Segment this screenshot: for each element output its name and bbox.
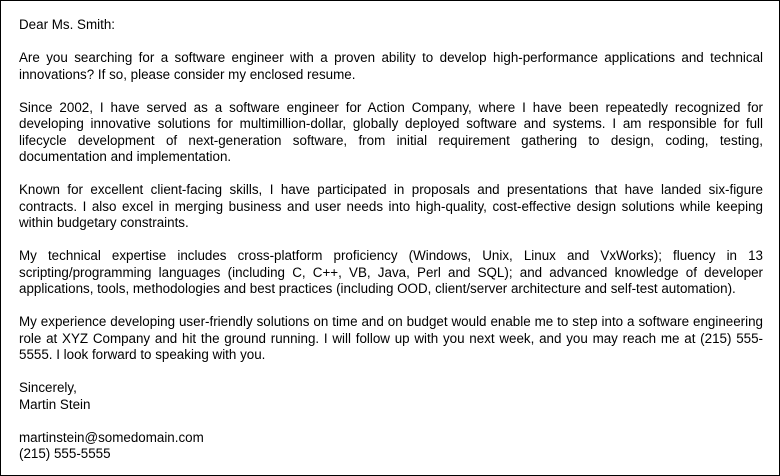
paragraph-intro: Are you searching for a software engineer with a proven ability to develop high-performance applications and technical innovations? If so, please consider my enclosed resume.	[19, 50, 763, 82]
paragraph-call-to-action: My experience developing user-friendly solutions on time and on budget would enable me to step into a software engineering role at XYZ Company and hit the ground running. I will follow up with you next week, and you may reach me at (215) 555-5555. I look forward to speaking with you.	[19, 314, 763, 362]
paragraph-experience: Since 2002, I have served as a software engineer for Action Company, where I have been repeatedly recognized for developing innovative solutions for multimillion-dollar, globally deployed software and systems. I am responsible for full lifecycle development of next-generation software, from initial requirement gathering to design, coding, testing, documentation and implementation.	[19, 99, 763, 164]
email-address: martinstein@somedomain.com	[19, 429, 204, 445]
closing: Sincerely,	[19, 380, 77, 395]
closing-block	[19, 380, 763, 413]
signature-name: Martin Stein	[19, 396, 91, 412]
paragraph-skills: Known for excellent client-facing skills, I have participated in proposals and presentations that have landed six-figure contracts. I also excel in merging business and user needs into high-quality, cost-effective design solutions while keeping within budgetary constraints.	[19, 182, 763, 230]
salutation: Dear Ms. Smith:	[19, 17, 115, 32]
cover-letter	[19, 17, 763, 463]
phone-number: (215) 555-5555	[19, 446, 111, 461]
paragraph-technical-expertise: My technical expertise includes cross-platform proficiency (Windows, Unix, Linux and VxWorks); fluency in 13 scripting/programming languages (including C, C++, VB, Java, Perl and SQL); and advanced knowledge of developer applications, tools, methodologies and best practices (including OOD, client/server architecture and self-test automation).	[19, 248, 763, 296]
contact-block	[19, 430, 763, 463]
